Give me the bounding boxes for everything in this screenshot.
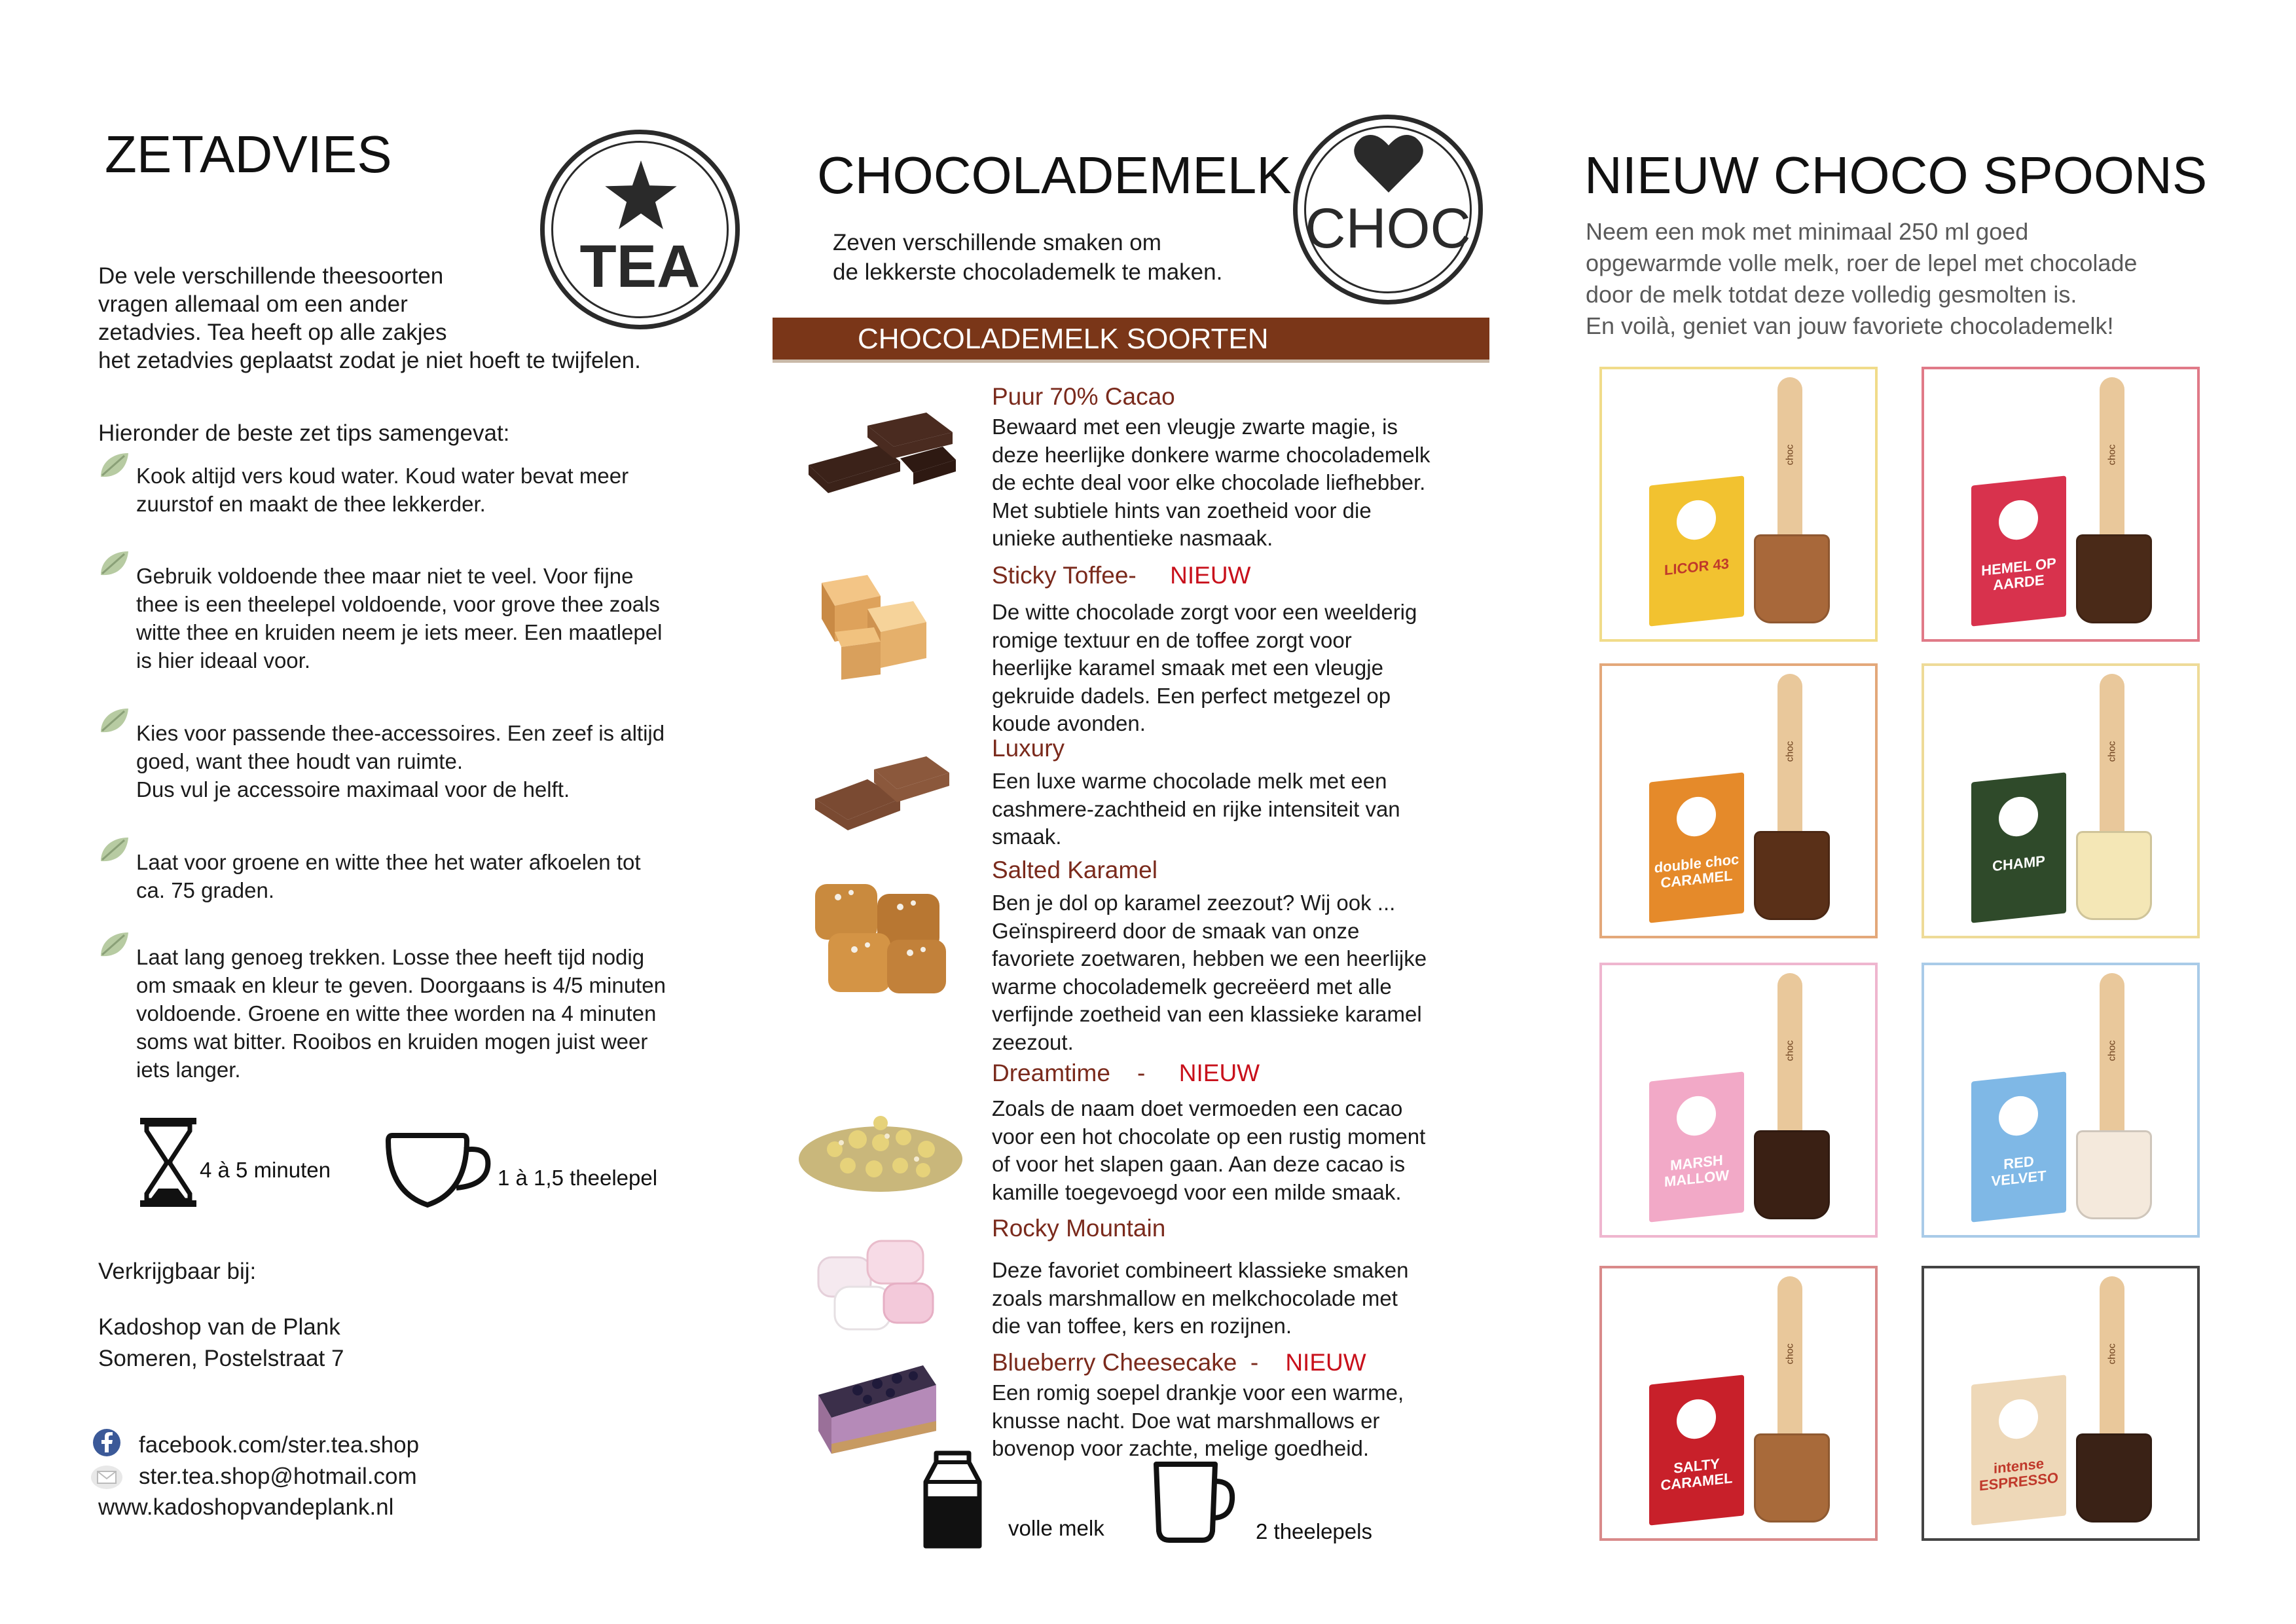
flavor-line: Met subtiele hints van zoetheid voor die xyxy=(992,498,1372,523)
dark-chocolate-image xyxy=(802,406,959,504)
flavor-description xyxy=(992,1257,1496,1340)
flavor-blueberry-cheesecake xyxy=(992,1349,1496,1463)
product-package xyxy=(1649,1071,1744,1222)
flavor-line: Een luxe warme chocolade melk met een xyxy=(992,769,1387,793)
flavor-line: gekruide dadels. Een perfect metgezel op xyxy=(992,683,1391,708)
intro-line: opgewarmde volle melk, roer de lepel met chocolade xyxy=(1586,249,2138,276)
intro-line: En voilà, geniet van jouw favoriete chocolademelk! xyxy=(1586,312,2114,339)
flavor-description xyxy=(992,1379,1496,1463)
choco-spoons-intro xyxy=(1586,216,2137,342)
tip-line: zuurstof en maakt de thee lekkerder. xyxy=(136,492,486,516)
milk-label: volle melk xyxy=(1008,1516,1104,1540)
intro-line: vragen allemaal om een ander xyxy=(98,291,408,317)
intro-text xyxy=(98,262,753,375)
tip-line: voldoende. Groene en witte thee worden na 4 minuten xyxy=(136,1001,657,1025)
chocolate-cup xyxy=(1754,1433,1830,1522)
flavor-name: Sticky Toffee- xyxy=(992,562,1137,589)
choco-spoons-title: NIEUW CHOCO SPOONS xyxy=(1584,146,2208,204)
product-label: HEMEL OP AARDE xyxy=(1981,554,2056,594)
chocolademelk-subtitle xyxy=(833,228,1222,287)
facebook-icon xyxy=(92,1428,122,1458)
heart-icon xyxy=(1353,132,1425,194)
chocolate-cup xyxy=(2076,534,2152,623)
tip-line: Gebruik voldoende thee maar niet te veel. Voor fijne xyxy=(136,564,634,588)
tip-4 xyxy=(98,848,727,904)
toffee-image xyxy=(809,570,939,681)
spoons-label: 2 theelepels xyxy=(1256,1519,1372,1543)
intro-line: het zetadvies geplaatst zodat je niet hoeft te twijfelen. xyxy=(98,348,641,373)
choco-spoon-product xyxy=(1922,367,2200,642)
flavor-line: romige textuur en de toffee zorgt voor xyxy=(992,627,1352,652)
intro-line: door de melk totdat deze volledig gesmolten is. xyxy=(1586,281,2077,308)
tip-line: Laat lang genoeg trekken. Losse thee heeft tijd nodig xyxy=(136,945,645,969)
flavor-line: favoriete zoetwaren, hebben we een heerlijke xyxy=(992,946,1427,970)
tip-1 xyxy=(98,462,727,518)
product-label: LICOR 43 xyxy=(1664,555,1730,579)
hourglass-icon xyxy=(139,1116,198,1208)
available-label: Verkrijgbaar bij: xyxy=(98,1259,257,1284)
flavor-name: Rocky Mountain xyxy=(992,1215,1166,1242)
flavor-line: zeezout. xyxy=(992,1029,1074,1054)
marshmallow-image xyxy=(809,1228,939,1333)
tip-line: iets langer. xyxy=(136,1058,241,1082)
flavor-line: De witte chocolade zorgt voor een weelderig xyxy=(992,600,1417,624)
product-package xyxy=(1971,1375,2066,1525)
tip-line: Dus vul je accessoire maximaal voor de helft. xyxy=(136,777,570,802)
choc-badge-text: CHOC xyxy=(1305,197,1471,260)
tip-line: ca. 75 graden. xyxy=(136,878,274,902)
tip-2 xyxy=(98,562,727,674)
flavor-title xyxy=(992,562,1496,589)
choco-spoon-product xyxy=(1922,1266,2200,1541)
milk-carton-icon xyxy=(923,1450,982,1549)
tip-line: thee is een theelepel voldoende, voor grove thee zoals xyxy=(136,592,660,616)
flavor-description xyxy=(992,767,1496,851)
product-package xyxy=(1649,772,1744,923)
flavor-name: Dreamtime - xyxy=(992,1060,1146,1086)
product-package xyxy=(1971,475,2066,626)
choco-spoon-product xyxy=(1922,963,2200,1238)
flavor-line: Geïnspireerd door de smaak van onze xyxy=(992,918,1360,943)
flavor-line: Bewaard met een vleugje zwarte magie, is xyxy=(992,415,1398,439)
flavor-description xyxy=(992,599,1496,738)
product-label: MARSH MALLOW xyxy=(1664,1151,1729,1190)
shop-address: Someren, Postelstraat 7 xyxy=(98,1346,344,1371)
product-package xyxy=(1649,475,1744,626)
chocolate-cup xyxy=(1754,534,1830,623)
choco-spoon-product xyxy=(1599,663,1878,938)
flavor-line: cashmere-zachtheid en rijke intensiteit van xyxy=(992,796,1400,821)
brand-logo-icon xyxy=(1999,1094,2038,1137)
flavor-line: unieke authentieke nasmaak. xyxy=(992,526,1273,550)
subtitle-line: de lekkerste chocolademelk te maken. xyxy=(833,259,1223,285)
flavor-line: deze heerlijke donkere warme chocolademelk xyxy=(992,442,1430,467)
flavor-line: kamille toegevoegd voor een milde smaak. xyxy=(992,1179,1402,1204)
flavor-dreamtime xyxy=(992,1060,1496,1206)
flavor-line: koude avonden. xyxy=(992,711,1146,735)
tea-amount-label: 1 à 1,5 theelepel xyxy=(498,1166,658,1190)
flavor-line: of voor het slapen gaan. Aan deze cacao is xyxy=(992,1152,1406,1176)
flavor-line: bovenop voor zachte, melige goedheid. xyxy=(992,1436,1370,1460)
choco-spoon-product xyxy=(1599,1266,1878,1541)
new-badge: NIEUW xyxy=(1285,1349,1366,1376)
product-label: double choc CARAMEL xyxy=(1654,851,1740,891)
chocolate-cup xyxy=(2076,1433,2152,1522)
flavor-luxury xyxy=(992,735,1496,851)
product-package xyxy=(1649,1375,1744,1525)
intro-line: zetadvies. Tea heeft op alle zakjes xyxy=(98,320,447,345)
flavor-line: heerlijke karamel smaak met een vleugje xyxy=(992,655,1383,680)
flavor-description xyxy=(992,1095,1496,1206)
brand-logo-icon xyxy=(1999,795,2038,838)
section-header-title: CHOCOLADEMELK SOORTEN xyxy=(858,323,1269,355)
product-package xyxy=(1971,772,2066,923)
tip-line: Laat voor groene en witte thee het water afkoelen tot xyxy=(136,850,641,874)
flavor-salted-karamel xyxy=(992,857,1496,1056)
flavor-title xyxy=(992,383,1496,411)
tip-line: soms wat bitter. Rooibos en kruiden mogen juist weer xyxy=(136,1029,648,1054)
flavor-description xyxy=(992,413,1496,553)
brand-logo-icon xyxy=(1677,1094,1716,1137)
flavor-line: voor een hot chocolate op een rustig moment xyxy=(992,1124,1426,1149)
brand-logo-icon xyxy=(1999,1397,2038,1441)
tip-line: Kook altijd vers koud water. Koud water bevat meer xyxy=(136,464,629,488)
choco-spoon-product xyxy=(1599,963,1878,1238)
website-link[interactable]: www.kadoshopvandeplank.nl xyxy=(98,1494,394,1520)
mug-icon xyxy=(1152,1459,1237,1544)
tip-line: Kies voor passende thee-accessoires. Een zeef is altijd xyxy=(136,721,665,745)
flavor-rocky-mountain xyxy=(992,1215,1496,1340)
tea-badge-text: TEA xyxy=(579,233,701,300)
zetadvies-title: ZETADVIES xyxy=(105,125,392,183)
brand-logo-icon xyxy=(1677,1397,1716,1441)
tip-3 xyxy=(98,719,727,803)
choco-spoon-product xyxy=(1599,367,1878,642)
star-icon xyxy=(605,160,677,229)
tip-line: goed, want thee houdt van ruimte. xyxy=(136,749,463,773)
flavor-sticky-toffee xyxy=(992,562,1496,738)
brand-logo-icon xyxy=(1677,795,1716,838)
flavor-title xyxy=(992,735,1496,762)
new-badge: NIEUW xyxy=(1170,562,1251,589)
milk-chocolate-image xyxy=(809,753,953,832)
product-label: SALTY CARAMEL xyxy=(1660,1455,1733,1494)
choc-badge xyxy=(1293,115,1483,304)
product-label: RED VELVET xyxy=(1991,1153,2047,1190)
chocolate-cup xyxy=(2076,1130,2152,1219)
tip-line: om smaak en kleur te geven. Doorgaans is 4/5 minuten xyxy=(136,973,666,997)
salted-caramel-image xyxy=(802,874,953,999)
cheesecake-image xyxy=(812,1359,943,1457)
subtitle-line: Zeven verschillende smaken om xyxy=(833,230,1161,255)
shop-name: Kadoshop van de Plank xyxy=(98,1314,340,1340)
flavor-line: Ben je dol op karamel zeezout? Wij ook ... xyxy=(992,891,1396,915)
flavor-line: warme chocolademelk gecreëerd met alle xyxy=(992,974,1392,999)
flavor-name: Salted Karamel xyxy=(992,857,1157,883)
chocolate-cup xyxy=(1754,831,1830,920)
section-header-bar xyxy=(773,318,1489,363)
intro-line: Neem een mok met minimaal 250 ml goed xyxy=(1586,218,2029,245)
flavor-line: Deze favoriet combineert klassieke smaken xyxy=(992,1258,1409,1282)
flavor-line: smaak. xyxy=(992,824,1062,849)
chocolademelk-title: CHOCOLADEMELK xyxy=(817,146,1292,204)
flavor-line: knusse nacht. Doe wat marshmallows er xyxy=(992,1408,1380,1433)
flavor-puur xyxy=(992,383,1496,553)
tip-line: witte thee en kruiden neem je iets meer. Een maatlepel xyxy=(136,620,663,644)
flavor-line: Zoals de naam doet vermoeden een cacao xyxy=(992,1096,1403,1120)
facebook-link[interactable]: facebook.com/ster.tea.shop xyxy=(139,1432,420,1458)
teacup-icon xyxy=(383,1132,494,1210)
chamomile-image xyxy=(795,1097,966,1195)
brand-logo-icon xyxy=(1999,498,2038,542)
choco-spoon-product xyxy=(1922,663,2200,938)
email-icon xyxy=(90,1464,123,1490)
brand-logo-icon xyxy=(1677,498,1716,542)
flavor-line: Een romig soepel drankje voor een warme, xyxy=(992,1380,1404,1405)
tip-line: is hier ideaal voor. xyxy=(136,648,310,673)
chocolate-cup xyxy=(1754,1130,1830,1219)
flavor-name: Luxury xyxy=(992,735,1065,762)
new-badge: NIEUW xyxy=(1178,1060,1260,1086)
flavor-line: zoals marshmallow en melkchocolade met xyxy=(992,1285,1398,1310)
steep-time-label: 4 à 5 minuten xyxy=(200,1158,331,1182)
flavor-name: Blueberry Cheesecake - xyxy=(992,1349,1259,1376)
product-label: intense ESPRESSO xyxy=(1978,1454,2059,1494)
tip-5 xyxy=(98,943,727,1084)
tips-heading: Hieronder de beste zet tips samengevat: xyxy=(98,420,510,446)
chocolate-cup xyxy=(2076,831,2152,920)
flavor-title xyxy=(992,1060,1496,1087)
email-link[interactable]: ster.tea.shop@hotmail.com xyxy=(139,1464,417,1489)
flavor-name: Puur 70% Cacao xyxy=(992,383,1175,410)
flavor-line: verfijnde zoetheid van een klassieke karamel xyxy=(992,1002,1422,1026)
flavor-title xyxy=(992,857,1496,884)
flavor-title xyxy=(992,1215,1496,1242)
intro-line: De vele verschillende theesoorten xyxy=(98,263,444,289)
product-label: CHAMP xyxy=(1992,852,2045,875)
flavor-line: de echte deal voor elke chocolade liefhebber. xyxy=(992,470,1426,494)
flavor-description xyxy=(992,889,1496,1056)
flavor-title xyxy=(992,1349,1496,1376)
flavor-line: die van toffee, kers en rozijnen. xyxy=(992,1314,1292,1338)
product-package xyxy=(1971,1071,2066,1222)
